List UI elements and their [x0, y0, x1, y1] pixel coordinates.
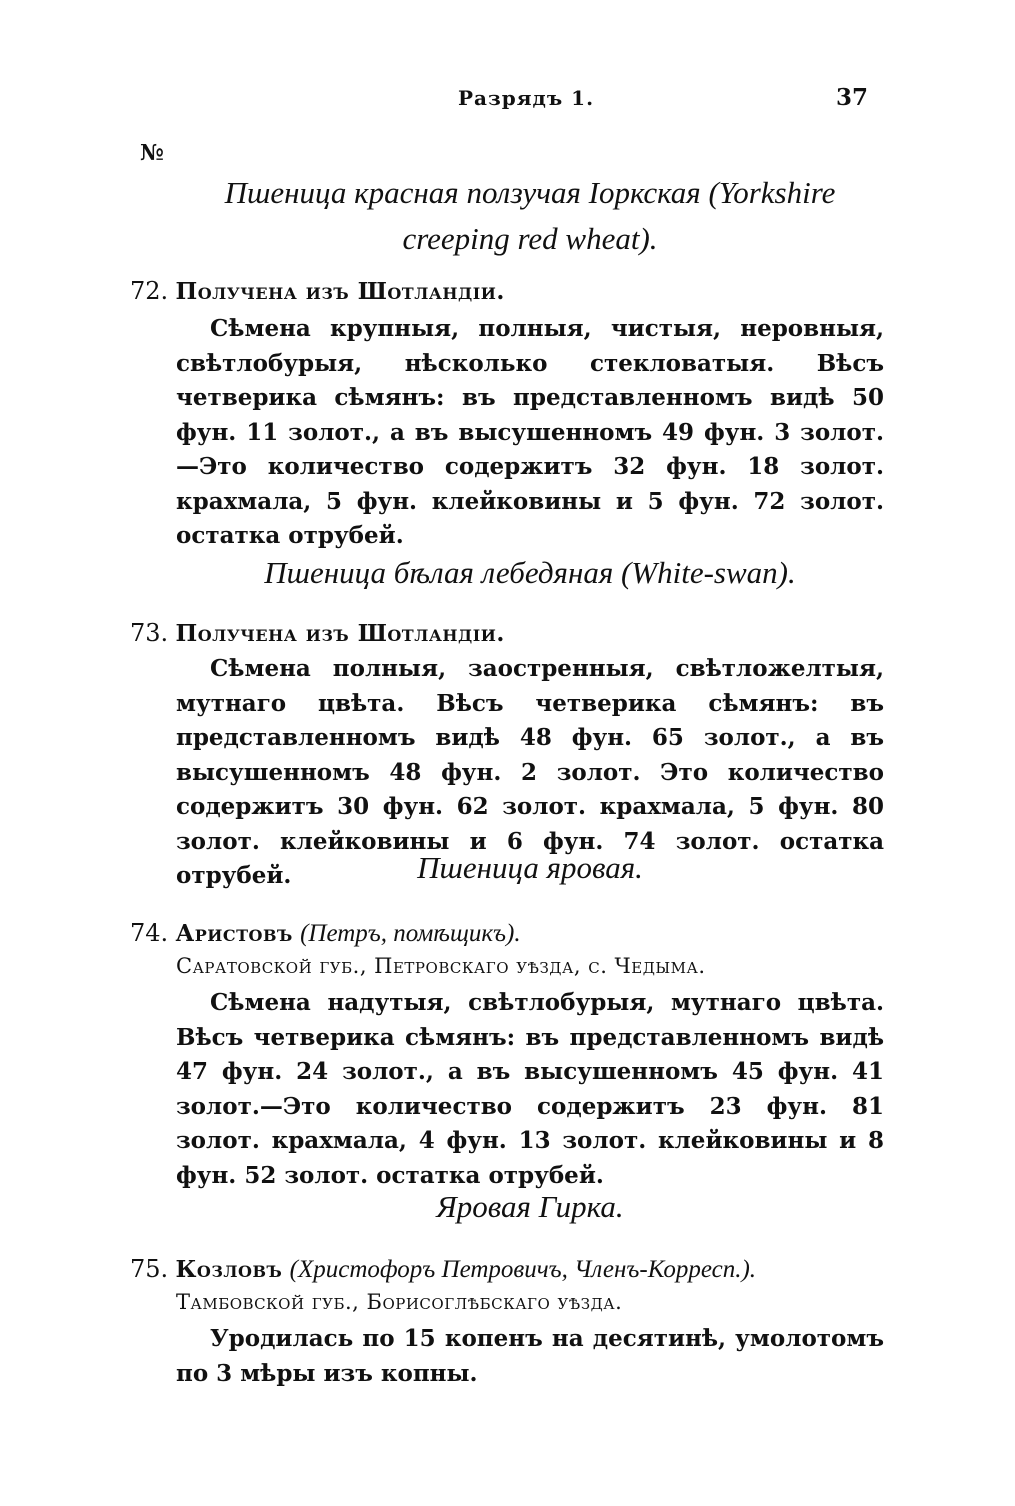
- entry-number: 74.: [130, 919, 169, 947]
- entry-74-header: [130, 916, 521, 951]
- entry-72-text: Сѣмена крупныя, полныя, чистыя, неровныя, свѣтлобурыя, нѣсколько стекловатыя. Вѣсъ четверика сѣмянъ: въ представленномъ видѣ 50 фун. 11 золот., а въ высушенномъ 49 фун. 3 золот.—Это количество содержитъ 32 фун. 18 золот. крахмала, 5 фун. клейковины и 5 фун. 72 золот. остатка отрубей.: [176, 315, 884, 549]
- entry-name-detail: (Христофоръ Петровичъ, Членъ-Корресп.).: [289, 1256, 757, 1283]
- section-label: Разрядъ 1.: [458, 86, 595, 110]
- running-head: [0, 86, 1015, 116]
- entry-number: 73.: [130, 619, 169, 647]
- heading-entry-75: Яровая Гирка.: [436, 1189, 624, 1224]
- entry-72-header: [130, 274, 505, 309]
- entry-73-header: [130, 616, 505, 651]
- entry-75-text: Уродилась по 15 копенъ на десятинѣ, умолотомъ по 3 мѣры изъ копны.: [176, 1325, 884, 1387]
- entry-75-header: [130, 1252, 756, 1287]
- heading-entry-74: Пшеница яровая.: [417, 850, 643, 885]
- entry-source: Получена изъ Шотландіи.: [175, 278, 505, 305]
- entry-74-location: Саратовской губ., Петровскаго уѣзда, с. Чедыма.: [176, 954, 706, 978]
- entry-75-location: Тамбовской губ., Борисоглѣбскаго уѣзда.: [176, 1290, 623, 1314]
- heading-line-2: creeping red wheat).: [402, 221, 658, 256]
- entry-73-text: Сѣмена полныя, заостренныя, свѣтложелтыя, мутнаго цвѣта. Вѣсъ четверика сѣмянъ: въ представленномъ видѣ 48 фун. 65 золот., а въ высушенномъ 48 фун. 2 золот. Это количество содержитъ 30 фун. 62 золот. крахмала, 5 фун. 80 золот. клейковины и 6 фун. 74 золот. остатка отрубей.: [176, 655, 884, 889]
- entry-number: 75.: [130, 1255, 169, 1283]
- entry-source: Получена изъ Шотландіи.: [175, 620, 505, 647]
- heading-entry-72: [160, 170, 900, 262]
- entry-name-detail: (Петръ, помѣщикъ).: [300, 920, 521, 947]
- entry-name: Аристовъ: [175, 920, 293, 947]
- entry-number: 72.: [130, 277, 169, 305]
- heading-entry-73: Пшеница бѣлая лебедяная (White-swan).: [264, 555, 796, 590]
- entry-name: Козловъ: [175, 1256, 283, 1283]
- heading-line-1: Пшеница красная ползучая Іоркская (Yorkshire: [224, 175, 836, 210]
- number-column-mark: №: [140, 140, 164, 166]
- page-number: 37: [836, 84, 869, 111]
- entry-74-text: Сѣмена надутыя, свѣтлобурыя, мутнаго цвѣта. Вѣсъ четверика сѣмянъ: въ представленномъ видѣ 47 фун. 24 золот., а въ высушенномъ 45 фун. 41 золот.—Это количество содержитъ 23 фун. 81 золот. крахмала, 4 фун. 13 золот. клейковины и 8 фун. 52 золот. остатка отрубей.: [176, 989, 884, 1189]
